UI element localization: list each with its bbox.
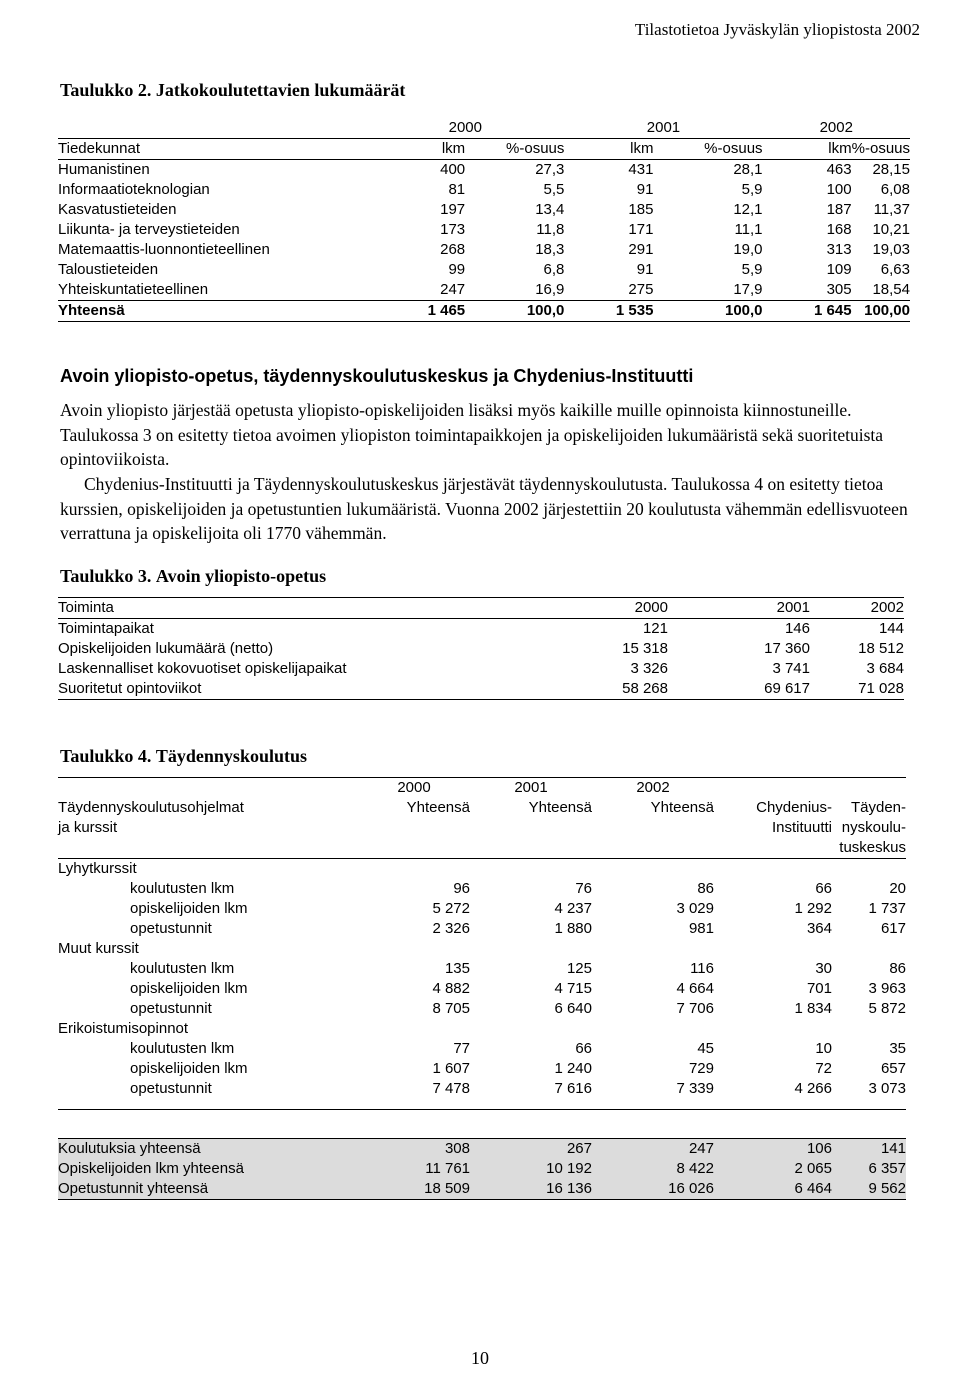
table2-row-label: Liikunta- ja terveystieteiden [58,221,240,238]
table4-header-row-3 [58,838,906,859]
table4-cell: 4 715 [554,980,592,997]
table2-cell: 11,37 [873,201,910,218]
table2-col-header: %-osuus [851,140,910,157]
table2-cell: 5,9 [741,181,763,198]
table4-caption-prefix: Taulukko 4. [60,746,152,766]
table4-head-chydenius: Instituutti [771,819,832,836]
table2-col-header: %-osuus [506,140,565,157]
table4-group-label: Erikoistumisopinnot [58,1020,189,1037]
table2-cell: 268 [440,241,466,258]
table4-cell: 135 [444,960,470,977]
table4-head-taydennys: tuskeskus [839,839,906,856]
table4-totals [58,1139,906,1200]
table4-group-label: Muut kurssit [58,940,139,957]
table4-cell: 5 872 [868,1000,906,1017]
table4-total-label: Opiskelijoiden lkm yhteensä [58,1159,358,1179]
table4-total-cell: 6 464 [714,1179,832,1200]
table4-cell: 86 [697,880,714,897]
table4-caption [60,746,307,767]
table2-cell: 18,54 [872,281,910,298]
table4-cell: 1 240 [554,1060,592,1077]
table4-group-label: Lyhytkurssit [58,860,137,877]
table4-cell: 96 [453,880,470,897]
table2-year: 2001 [646,119,681,136]
table3-caption [60,566,326,587]
table2-cell: 109 [826,261,852,278]
table4-total-cell: 18 509 [358,1179,470,1200]
table2-col-header: lkm [828,140,852,157]
section-paragraph-2: Chydenius-Instituutti ja Täydennyskoulutuskeskus järjestävät täydennyskoulutusta. Taulukossa 4 on esitetty tietoa kurssien, opiskelijoiden ja opetustuntien lukumääristä. Vuonna 2002 järjestettiin 20 koulutusta vähemmän edellisvuoteen verrattuna ja opiskelijoita oli 1770 vähemmän. [60,474,908,543]
table4-cell: 76 [575,880,592,897]
table3-header-row [58,598,904,619]
table2-total-row [58,301,910,322]
table2-year: 2000 [448,119,482,136]
table4-cell: 981 [688,920,714,937]
table4-cell: 3 963 [868,980,906,997]
table2-row-label: Yhteiskuntatieteellinen [58,281,209,298]
table2-cell: 187 [826,201,852,218]
table4-cell: 8 705 [432,1000,470,1017]
table4-row-label: koulutusten lkm [130,960,235,977]
table3-row-label: Laskennalliset kokovuotiset opiskelijapaikat [58,660,347,677]
table-row [58,879,906,899]
table3-cell: 17 360 [764,640,810,657]
table2-cell: 400 [440,161,466,178]
running-header: Tilastotietoa Jyväskylän yliopistosta 2002 [634,20,920,39]
table2-cell: 5,5 [543,181,565,198]
table4-cell: 1 737 [868,900,906,917]
table2-total-cell: 1 465 [427,302,466,319]
table2-total-cell: 100,00 [864,302,910,319]
table3-cell: 3 684 [866,660,904,677]
table-row [58,999,906,1019]
table2-col-header: %-osuus [704,140,763,157]
table2-row-label: Taloustieteiden [58,261,159,278]
table4-cell: 4 266 [794,1080,832,1097]
table2-cell: 11,8 [536,221,565,238]
table4-row-label: koulutusten lkm [130,1040,235,1057]
table-row [58,280,910,301]
table4-row-label: opiskelijoiden lkm [130,1060,248,1077]
table3-row-label: Toimintapaikat [58,620,154,637]
table4-cell: 4 664 [676,980,714,997]
table-row [58,679,904,700]
table4-body-end [58,1099,906,1110]
table2-cell: 247 [440,281,466,298]
table3-cell: 15 318 [622,640,668,657]
table-row [58,979,906,999]
table2-cell: 168 [826,221,852,238]
table2-cell: 99 [448,261,466,278]
table3-cell: 18 512 [858,640,904,657]
table4-year: 2001 [514,779,548,796]
table2-cell: 463 [826,161,852,178]
table-row [58,619,904,640]
table3-row-label: Opiskelijoiden lukumäärä (netto) [58,640,274,657]
table4-body [58,859,906,1100]
table2-cell: 13,4 [535,201,565,218]
table2-body [58,160,910,301]
table3-cell: 121 [642,620,668,637]
table3-cell: 3 741 [772,660,810,677]
table4-head-taydennys: nyskoulu- [841,819,906,836]
table4-row-label: opetustunnit [130,1080,212,1097]
table2-cell: 171 [628,221,654,238]
table4-cell: 3 029 [676,900,714,917]
table4-cell: 35 [889,1040,906,1057]
table4-total-label: Opetustunnit yhteensä [58,1179,358,1200]
table-row [58,220,910,240]
table2-cell: 81 [448,181,466,198]
table3-cell: 58 268 [622,680,668,697]
table4-cell: 701 [806,980,832,997]
table4-row-label: opiskelijoiden lkm [130,900,248,917]
table2-cell: 18,3 [535,241,565,258]
table2-cell: 27,3 [535,161,565,178]
table3-cell: 71 028 [858,680,904,697]
table4-cell: 729 [688,1060,714,1077]
table4-total-row [58,1179,906,1200]
table4-head-col: Yhteensä [528,799,592,816]
table4-cell: 657 [880,1060,906,1077]
table4-cell: 7 339 [676,1080,714,1097]
table4-total-cell: 2 065 [714,1159,832,1179]
table4-cell: 617 [880,920,906,937]
table4-cell: 10 [815,1040,832,1057]
table4-year: 2000 [397,779,431,796]
table4-row-label: opetustunnit [130,1000,212,1017]
page-number: 10 [471,1348,489,1368]
table4-cell: 1 292 [794,900,832,917]
table4-total-cell: 16 026 [592,1179,714,1200]
table2-cell: 100 [826,181,852,198]
table2-cell: 291 [628,241,654,258]
table4-year-row [58,778,906,799]
table4-cell: 6 640 [554,1000,592,1017]
table4-total-cell: 16 136 [470,1179,592,1200]
table4-total-cell: 308 [358,1139,470,1160]
table4-row-label: koulutusten lkm [130,880,235,897]
table2-cell: 173 [440,221,466,238]
table4-cell: 86 [889,960,906,977]
table4-cell: 4 237 [554,900,592,917]
table2-year-row [58,118,910,139]
table3-col-header: 2000 [634,599,668,616]
table2-total-cell: 1 645 [814,302,852,319]
table4-cell: 66 [575,1040,592,1057]
table4-cell: 7 478 [432,1080,470,1097]
table2-cell: 16,9 [535,281,565,298]
table-row [58,639,904,659]
table2-cell: 305 [826,281,852,298]
table2-cell: 6,8 [543,261,565,278]
table4-group-row [58,939,906,959]
table3-cell: 144 [878,620,904,637]
table4-head-col: Yhteensä [650,799,714,816]
table-row [58,919,906,939]
table-row [58,200,910,220]
table2-cell: 6,63 [880,261,910,278]
table2-cell: 91 [636,261,654,278]
table2-cell: 197 [440,201,466,218]
table2-row-label: Matemaattis-luonnontieteellinen [58,241,270,258]
table4-cell: 72 [815,1060,832,1077]
table3 [58,597,904,700]
table2-total-cell: 1 535 [615,302,654,319]
table4-total-cell: 267 [470,1139,592,1160]
table3-row-label: Suoritetut opintoviikot [58,680,202,697]
table4-total-row [58,1159,906,1179]
table4-total-cell: 9 562 [832,1179,906,1200]
table4-cell: 66 [815,880,832,897]
table2-row-label: Informaatioteknologian [58,181,210,198]
table2-col-header: Tiedekunnat [58,140,141,157]
table4-total-cell: 11 761 [358,1159,470,1179]
table-row [58,160,910,181]
table4-cell: 4 882 [432,980,470,997]
table4-cell: 7 706 [676,1000,714,1017]
table4-total-cell: 247 [592,1139,714,1160]
table4-cell: 1 607 [432,1060,470,1077]
table2-cell: 10,21 [872,221,910,238]
table3-cell: 69 617 [764,680,810,697]
table4-group-row [58,1019,906,1039]
table2-total-cell: 100,0 [724,302,763,319]
table2-cell: 17,9 [733,281,763,298]
table4-cell: 7 616 [554,1080,592,1097]
table4-cell: 364 [806,920,832,937]
table3-body [58,619,904,700]
table4-cell: 30 [815,960,832,977]
table4-group-row [58,859,906,880]
table2-cell: 185 [628,201,654,218]
table2-caption-prefix: Taulukko 2. [60,80,152,100]
table4-row-label: opetustunnit [130,920,212,937]
table4-cell: 45 [697,1040,714,1057]
table4-head-taydennys: Täyden- [850,799,906,816]
table2-header-row [58,139,910,160]
table2-cell: 91 [636,181,654,198]
table4-cell: 5 272 [432,900,470,917]
table2-cell: 6,08 [880,181,910,198]
table4-head-label: ja kurssit [58,819,118,836]
table-row [58,1039,906,1059]
table4-cell: 1 834 [794,1000,832,1017]
table4-year: 2002 [636,779,670,796]
table4-cell: 116 [690,960,714,977]
table-row [58,1079,906,1099]
table3-caption-title: Avoin yliopisto-opetus [155,566,327,586]
table2-cell: 11,1 [734,221,763,238]
table4-spacer [58,1110,906,1139]
table4-caption-title: Täydennyskoulutus [155,746,307,766]
table2-cell: 19,0 [733,241,763,258]
section-title: Avoin yliopisto-opetus, täydennyskoulutuskeskus ja Chydenius-Instituutti [60,366,694,386]
table-row [58,240,910,260]
table4-cell: 3 073 [868,1080,906,1097]
table2-col-header: lkm [630,140,654,157]
table2-cell: 19,03 [872,241,910,258]
table3-cell: 146 [784,620,810,637]
table2-row-label: Kasvatustieteiden [58,201,177,218]
table4-head-label: Täydennyskoulutusohjelmat [58,799,244,816]
table2-row-label: Humanistinen [58,161,150,178]
table2-caption [60,80,405,101]
table-row [58,180,910,200]
table2-cell: 28,15 [872,161,910,178]
table4-cell: 20 [889,880,906,897]
table3-caption-prefix: Taulukko 3. [60,566,152,586]
table4-total-label: Koulutuksia yhteensä [58,1139,358,1160]
table2-cell: 275 [628,281,654,298]
table-row [58,659,904,679]
table4-head-col: Yhteensä [406,799,470,816]
table2-caption-title: Jatkokoulutettavien lukumäärät [155,80,406,100]
table2-cell: 313 [826,241,852,258]
table4-total-cell: 10 192 [470,1159,592,1179]
table4-total-cell: 8 422 [592,1159,714,1179]
table2-col-header: lkm [441,140,466,157]
table4-head-chydenius: Chydenius- [756,799,832,816]
table-row [58,260,910,280]
table-row [58,1059,906,1079]
table4-total-row [58,1139,906,1160]
table2-total-label: Yhteensä [58,302,125,319]
table2-cell: 28,1 [733,161,763,178]
table3-col-header: Toiminta [58,599,114,616]
table3-cell: 3 326 [630,660,668,677]
table4 [58,777,906,1200]
table2-cell: 5,9 [741,261,763,278]
table4-cell: 125 [566,960,592,977]
table4-cell: 77 [453,1040,470,1057]
table3-col-header: 2002 [870,599,904,616]
table2-total-cell: 100,0 [526,302,565,319]
table2-cell: 12,1 [733,201,763,218]
table4-header-row-2 [58,818,906,838]
table-row [58,959,906,979]
table2-cell: 431 [628,161,654,178]
table4-total-cell: 106 [714,1139,832,1160]
table4-header-row-1 [58,798,906,818]
table4-row-label: opiskelijoiden lkm [130,980,248,997]
table-row [58,899,906,919]
section-paragraph-1: Avoin yliopisto järjestää opetusta yliopisto-opiskelijoiden lisäksi myös kaikille muille opinnoista kiinnostuneille. Taulukossa 3 on esitetty tietoa avoimen yliopiston toimintapaikkojen ja opiskelijoiden lukumääristä sekä suoritetuista opintoviikoista. [60,400,884,469]
table4-total-cell: 6 357 [832,1159,906,1179]
table4-cell: 1 880 [554,920,592,937]
table3-col-header: 2001 [776,599,810,616]
table2-year: 2002 [819,119,853,136]
table4-total-cell: 141 [832,1139,906,1160]
table2 [58,118,910,322]
table4-cell: 2 326 [432,920,470,937]
